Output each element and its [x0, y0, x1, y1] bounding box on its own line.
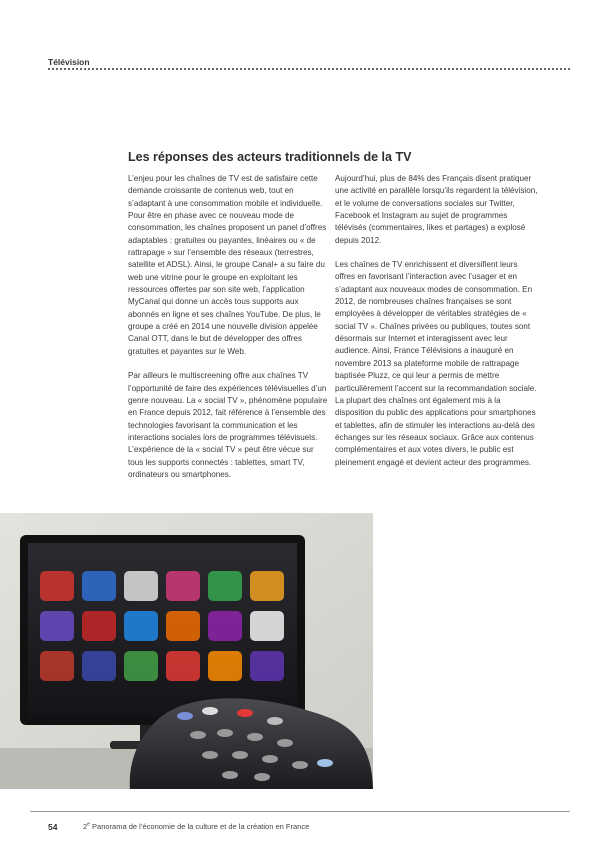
remote-button [177, 712, 193, 720]
right-paragraph-1: Aujourd’hui, plus de 84% des Français disent pratiquer une activité en parallèle lorsqu’ils regardent la télévision, et le volume de conversations sociales sur Twitter, Facebook et Instagram au sujet de programmes télévisés (commentaires, likes et partages) a explosé depuis 2012. [335, 174, 538, 245]
app-tile-icon [124, 651, 158, 681]
remote-button [317, 759, 333, 767]
app-tile-icon [208, 571, 242, 601]
header-divider [48, 68, 570, 70]
app-tile-icon [82, 611, 116, 641]
app-tile-icon [250, 611, 284, 641]
remote-button [237, 709, 253, 717]
app-tile-icon [124, 571, 158, 601]
smart-tv-photo [0, 513, 373, 789]
remote-button [222, 771, 238, 779]
remote-button [247, 733, 263, 741]
remote-button [262, 755, 278, 763]
app-tile-icon [208, 651, 242, 681]
footer-publication-title [83, 822, 309, 831]
remote-button [202, 751, 218, 759]
app-tile-icon [82, 651, 116, 681]
remote-button [292, 761, 308, 769]
article-title: Les réponses des acteurs traditionnels de la TV [128, 150, 412, 164]
footer-divider [30, 811, 570, 812]
remote-button [190, 731, 206, 739]
app-tile-icon [250, 651, 284, 681]
remote-button [277, 739, 293, 747]
app-tile-icon [208, 611, 242, 641]
left-paragraph-1: L’enjeu pour les chaînes de TV est de satisfaire cette demande croissante de contenus web, tout en s’adaptant à une consommation mobile et individuelle. Pour être en phase avec ce nouveau mode de consommation, les chaînes proposent un panel d’offres adaptables : gratuites ou payantes, linéaires ou « de rattrapage » sur l’ensemble des réseaux (terrestres, satellite et ADSL). Ainsi, le groupe Canal+ a su faire du web une vitrine pour le groupe en exploitant les ressources offertes par son site web, l’application MyCanal qui donne un accès tous supports aux abonnés en ligne et ses chaînes YouTube. De plus, le groupe a créé en 2014 une nouvelle division appelée Canal OTT, dans le but de développer des offres gratuites et payantes sur le Web. [128, 174, 327, 356]
edition-suffix: e [87, 821, 90, 828]
remote-button [254, 773, 270, 781]
app-tile-icon [166, 571, 200, 601]
app-tile-icon [82, 571, 116, 601]
app-tile-icon [166, 651, 200, 681]
remote-button [217, 729, 233, 737]
app-tile-icon [40, 611, 74, 641]
remote-button [232, 751, 248, 759]
page-number: 54 [48, 822, 58, 832]
remote-button [202, 707, 218, 715]
app-tile-icon [250, 571, 284, 601]
left-paragraph-2: Par ailleurs le multiscreening offre aux chaînes TV l’opportunité de faire des expériences télévisuelles d’un genre nouveau. La « social TV », phénomène populaire en France depuis 2012, fait référence à l’ensemble des technologies favorisant la communication et les interactions sociales lors de programmes télévisuels. L’expérience de la « social TV » peut être vécue sur tous les supports connectés : tablettes, smart TV, ordinateurs ou smartphones. [128, 371, 328, 479]
app-tile-icon [40, 571, 74, 601]
edition-number: 2 [83, 822, 88, 831]
app-tile-icon [40, 651, 74, 681]
publication-title: Panorama de l’économie de la culture et de la création en France [89, 822, 310, 831]
app-tile-icon [124, 611, 158, 641]
right-column [335, 173, 539, 481]
right-paragraph-2: Les chaînes de TV enrichissent et diversifient leurs offres en favorisant l’interaction avec l’usager et en s’adaptant aux nouveaux modes de consommation. En 2012, de nombreuses chaînes françaises se sont employées à développer de véritables stratégies de « social TV ». Chaînes privées ou publiques, toutes sont désormais sur Internet et interagissent avec leur audience. Ainsi, France Télévisions a inauguré en novembre 2013 sa plateforme mobile de rattrapage baptisée Pluzz, ce qui leur a permis de mettre particulièrement l’accent sur la recommandation sociale. La plupart des chaînes ont également mis à la disposition du public des applications pour smartphones et tablettes, afin de stimuler les interactions au-delà des échanges sur les réseaux sociaux. Grâce aux contenus complémentaires et aux votes divers, le public est pleinement engagé et devient acteur des programmes. [335, 260, 537, 467]
left-column [128, 173, 328, 493]
smart-tv-icon [0, 513, 373, 789]
section-header: Télévision [48, 57, 90, 67]
remote-button [267, 717, 283, 725]
app-tile-icon [166, 611, 200, 641]
